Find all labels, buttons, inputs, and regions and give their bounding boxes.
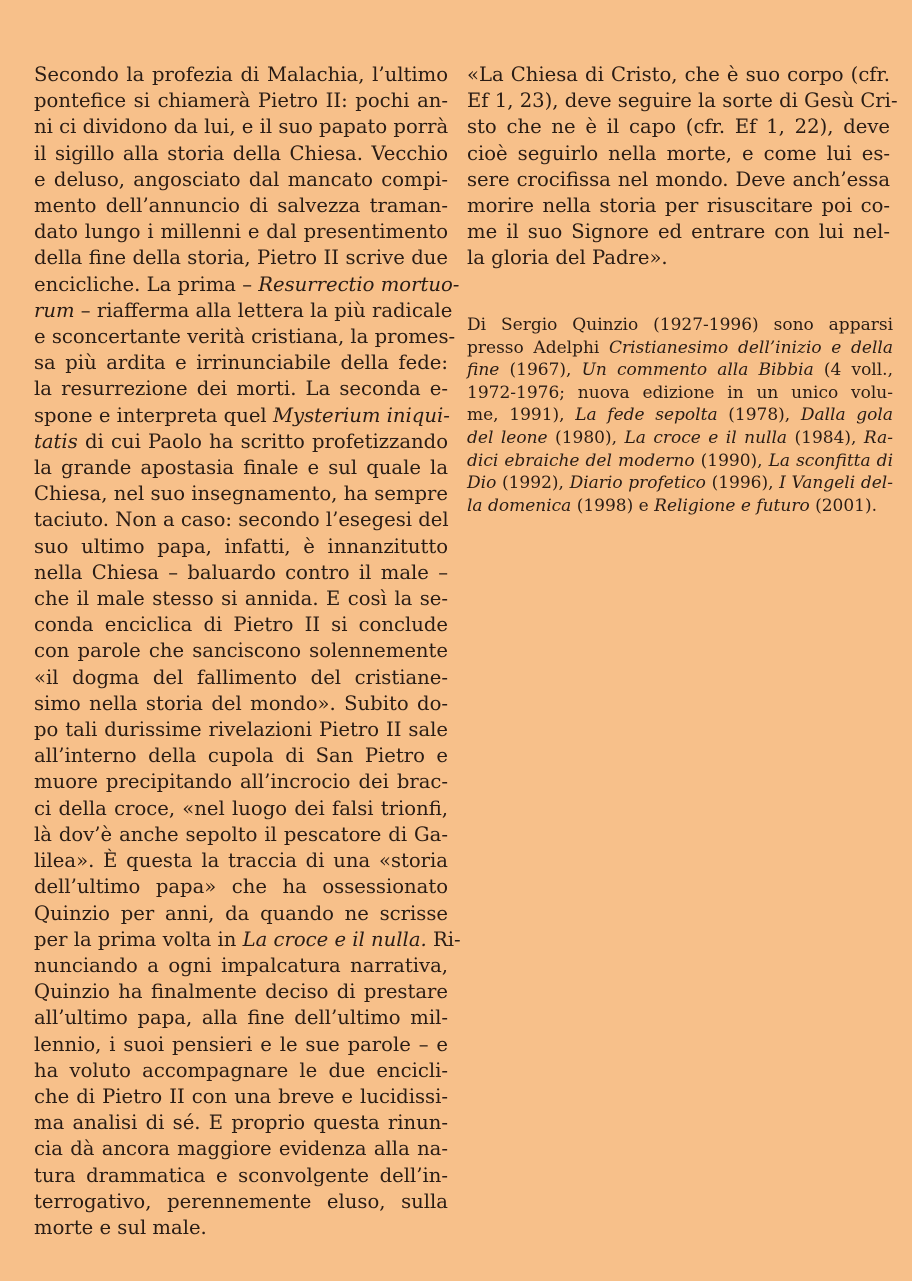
left-column-line: lennio, i suoi pensieri e le sue parole – e: [34, 1032, 448, 1056]
left-column-line: che di Pietro II con una breve e lucidissi-: [34, 1084, 448, 1108]
left-column-line: dell’ultimo papa» che ha ossessionato: [34, 875, 448, 899]
left-column-line: all’interno della cupola di San Pietro e: [34, 744, 448, 768]
author-bio: [467, 314, 893, 517]
left-column-line: morte e sul male.: [34, 1215, 207, 1239]
left-column-line: rum – riafferma alla lettera la più radicale: [34, 298, 453, 322]
bio-line: del leone (1980), La croce e il nulla (1984), Ra-: [467, 427, 893, 448]
left-column-line: «il dogma del fallimento del cristiane-: [34, 665, 448, 689]
left-column-line: nella Chiesa – baluardo contro il male –: [34, 560, 448, 584]
left-column-line: muore precipitando all’incrocio dei brac-: [34, 770, 448, 794]
left-column-line: la grande apostasia finale e sul quale la: [34, 456, 448, 480]
left-column-line: Quinzio per anni, da quando ne scrisse: [34, 901, 448, 925]
left-column-line: tura drammatica e sconvolgente dell’in-: [34, 1163, 448, 1187]
left-column-line: pontefice si chiamerà Pietro II: pochi an-: [34, 89, 448, 113]
bio-line: la domenica (1998) e Religione e futuro (2001).: [467, 495, 878, 516]
left-column-line: tatis di cui Paolo ha scritto profetizzando: [34, 429, 448, 453]
bio-line: presso Adelphi Cristianesimo dell’inizio e della: [467, 337, 893, 358]
left-column-line: simo nella storia del mondo». Subito do-: [34, 691, 448, 715]
left-column-line: all’ultimo papa, alla fine dell’ultimo mil-: [34, 1006, 448, 1030]
left-column-line: ma analisi di sé. E proprio questa rinun-: [34, 1111, 448, 1135]
left-column-line: taciuto. Non a caso: secondo l’esegesi del: [34, 508, 449, 532]
right-column-line: sto che ne è il capo (cfr. Ef 1, 22), deve: [467, 115, 890, 139]
left-column-line: nunciando a ogni impalcatura narrativa,: [34, 953, 448, 977]
left-column-line: terrogativo, perennemente eluso, sulla: [34, 1189, 448, 1213]
left-column-line: encicliche. La prima – Resurrectio mortuo-: [34, 272, 460, 296]
bio-line: dici ebraiche del moderno (1990), La sconfitta di: [467, 450, 894, 471]
left-column-line: mento dell’annuncio di salvezza traman-: [34, 194, 448, 218]
left-column-line: Chiesa, nel suo insegnamento, ha sempre: [34, 482, 448, 506]
left-column-line: lilea». È questa la traccia di una «storia: [34, 849, 448, 873]
right-column-line: «La Chiesa di Cristo, che è suo corpo (cfr.: [467, 63, 890, 86]
left-column-line: ha voluto accompagnare le due encicli-: [34, 1058, 448, 1082]
left-column-line: po tali durissime rivelazioni Pietro II sale: [34, 718, 448, 742]
blurb-text: [34, 62, 461, 1241]
left-column-line: per la prima volta in La croce e il nulla. Ri-: [34, 927, 461, 951]
left-column-line: e deluso, angosciato dal mancato compi-: [34, 167, 448, 191]
right-column-line: Ef 1, 23), deve seguire la sorte di Gesù Cri-: [467, 89, 898, 113]
left-column-line: ni ci dividono da lui, e il suo papato porrà: [34, 115, 449, 139]
left-column-line: dato lungo i millenni e dal presentimento: [34, 220, 448, 244]
quotation-text: [467, 62, 898, 272]
right-column-line: me il suo Signore ed entrare con lui nel-: [467, 220, 890, 244]
left-column-line: cia dà ancora maggiore evidenza alla na-: [34, 1137, 448, 1161]
left-column-line: Quinzio ha finalmente deciso di prestare: [34, 980, 448, 1004]
bio-line: Di Sergio Quinzio (1927-1996) sono apparsi: [467, 315, 893, 335]
left-column-line: conda enciclica di Pietro II si conclude: [34, 613, 448, 637]
left-column-line: suo ultimo papa, infatti, è innanzitutto: [34, 534, 448, 558]
left-column-line: con parole che sanciscono solennemente: [34, 639, 448, 663]
bio-line: me, 1991), La fede sepolta (1978), Dalla gola: [467, 405, 893, 426]
left-column-line: ci della croce, «nel luogo dei falsi trionfi,: [34, 796, 448, 820]
bio-line: Dio (1992), Diario profetico (1996), I Vangeli del-: [467, 473, 893, 494]
left-column-line: sa più ardita e irrinunciabile della fede:: [34, 351, 448, 375]
left-column-line: della fine della storia, Pietro II scrive due: [34, 246, 448, 270]
bio-line: 1972-1976; nuova edizione in un unico volu-: [467, 382, 893, 403]
right-column-line: morire nella storia per risuscitare poi co-: [467, 194, 890, 218]
right-column-line: sere crocifissa nel mondo. Deve anch’essa: [467, 167, 890, 191]
bio-line: fine (1967), Un commento alla Bibbia (4 voll.,: [467, 360, 893, 381]
left-column-line: Secondo la profezia di Malachia, l’ultimo: [34, 63, 448, 86]
right-column-line: la gloria del Padre».: [467, 246, 668, 270]
left-column-line: il sigillo alla storia della Chiesa. Vecchio: [34, 141, 448, 165]
left-column-line: là dov’è anche sepolto il pescatore di Ga-: [34, 822, 448, 846]
left-column-line: spone e interpreta quel Mysterium iniqui-: [34, 403, 450, 427]
left-column-line: e sconcertante verità cristiana, la promes-: [34, 325, 456, 349]
left-column-line: che il male stesso si annida. E così la se-: [34, 587, 448, 611]
left-column-line: la resurrezione dei morti. La seconda e-: [34, 377, 448, 401]
right-column-line: cioè seguirlo nella morte, e come lui es-: [467, 141, 890, 165]
